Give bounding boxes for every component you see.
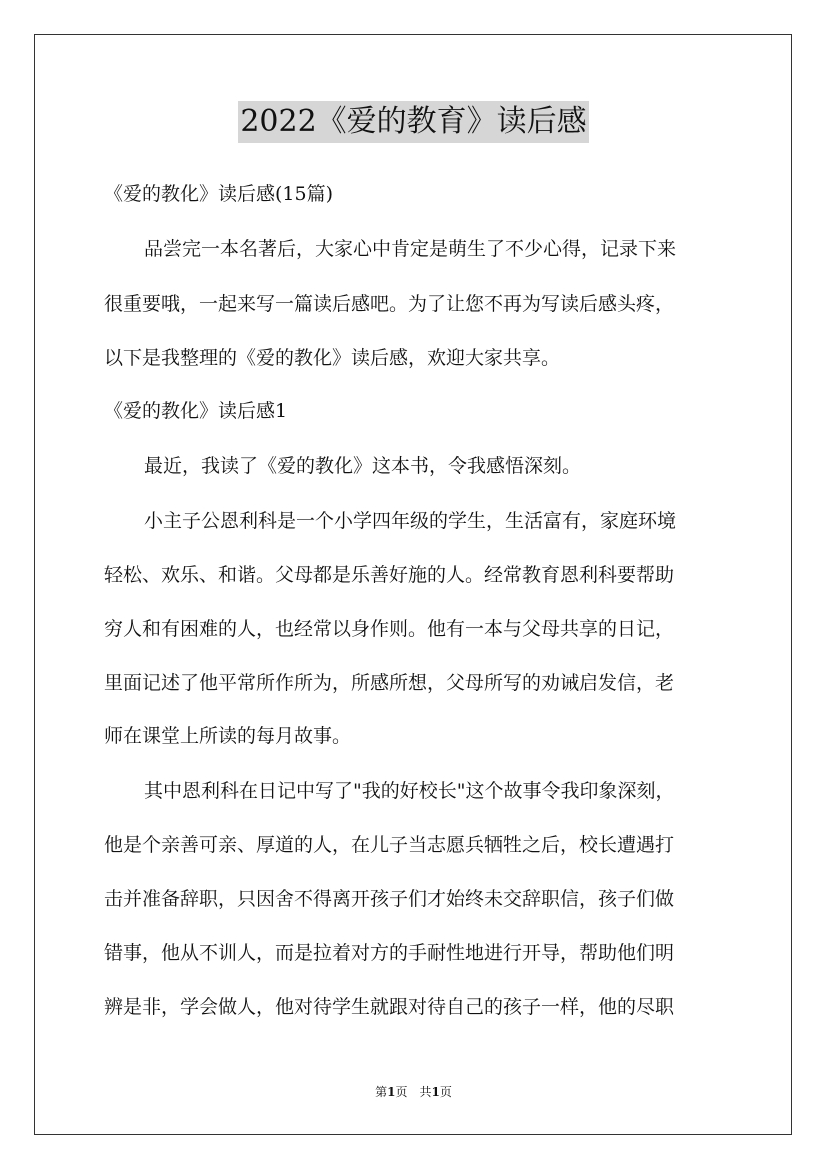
paragraph-line: 他是个亲善可亲、厚道的人，在儿子当志愿兵牺牲之后，校长遭遇打 [104, 834, 675, 856]
subtitle: 《爱的教化》读后感(15篇) [104, 183, 334, 205]
paragraph-line: 穷人和有困难的人，也经常以身作则。他有一本与父母共享的日记， [104, 618, 675, 640]
footer-mid: 页 共 [395, 1085, 432, 1099]
paragraph-line: 轻松、欢乐、和谐。父母都是乐善好施的人。经常教育恩利科要帮助 [104, 564, 675, 586]
paragraph-line: 击并准备辞职，只因舍不得离开孩子们才始终未交辞职信，孩子们做 [104, 888, 675, 910]
footer-prefix: 第 [375, 1085, 388, 1099]
paragraph-line: 里面记述了他平常所作所为，所感所想，父母所写的劝诫启发信，老 [104, 672, 675, 694]
document-title-wrap [0, 101, 827, 143]
paragraph-line: 小主子公恩利科是一个小学四年级的学生，生活富有，家庭环境 [144, 510, 677, 532]
page-footer [0, 1084, 827, 1100]
footer-total-pages: 1 [431, 1085, 440, 1099]
paragraph-line: 最近，我读了《爱的教化》这本书，令我感悟深刻。 [144, 455, 582, 477]
paragraph-line: 错事，他从不训人，而是拉着对方的手耐性地进行开导，帮助他们明 [104, 942, 675, 964]
document-title: 2022《爱的教育》读后感 [238, 101, 588, 143]
footer-suffix: 页 [439, 1085, 452, 1099]
paragraph-line: 师在课堂上所读的每月故事。 [104, 725, 352, 747]
paragraph-line: 其中恩利科在日记中写了"我的好校长"这个故事令我印象深刻， [144, 780, 675, 802]
paragraph-line: 很重要哦，一起来写一篇读后感吧。为了让您不再为写读后感头疼， [104, 293, 675, 315]
paragraph-line: 以下是我整理的《爱的教化》读后感，欢迎大家共享。 [104, 347, 561, 369]
paragraph-line: 辨是非，学会做人，他对待学生就跟对待自己的孩子一样，他的尽职 [104, 996, 675, 1018]
footer-page-number: 1 [387, 1085, 396, 1099]
paragraph-line: 品尝完一本名著后，大家心中肯定是萌生了不少心得，记录下来 [144, 238, 677, 260]
section-heading: 《爱的教化》读后感1 [104, 400, 288, 422]
